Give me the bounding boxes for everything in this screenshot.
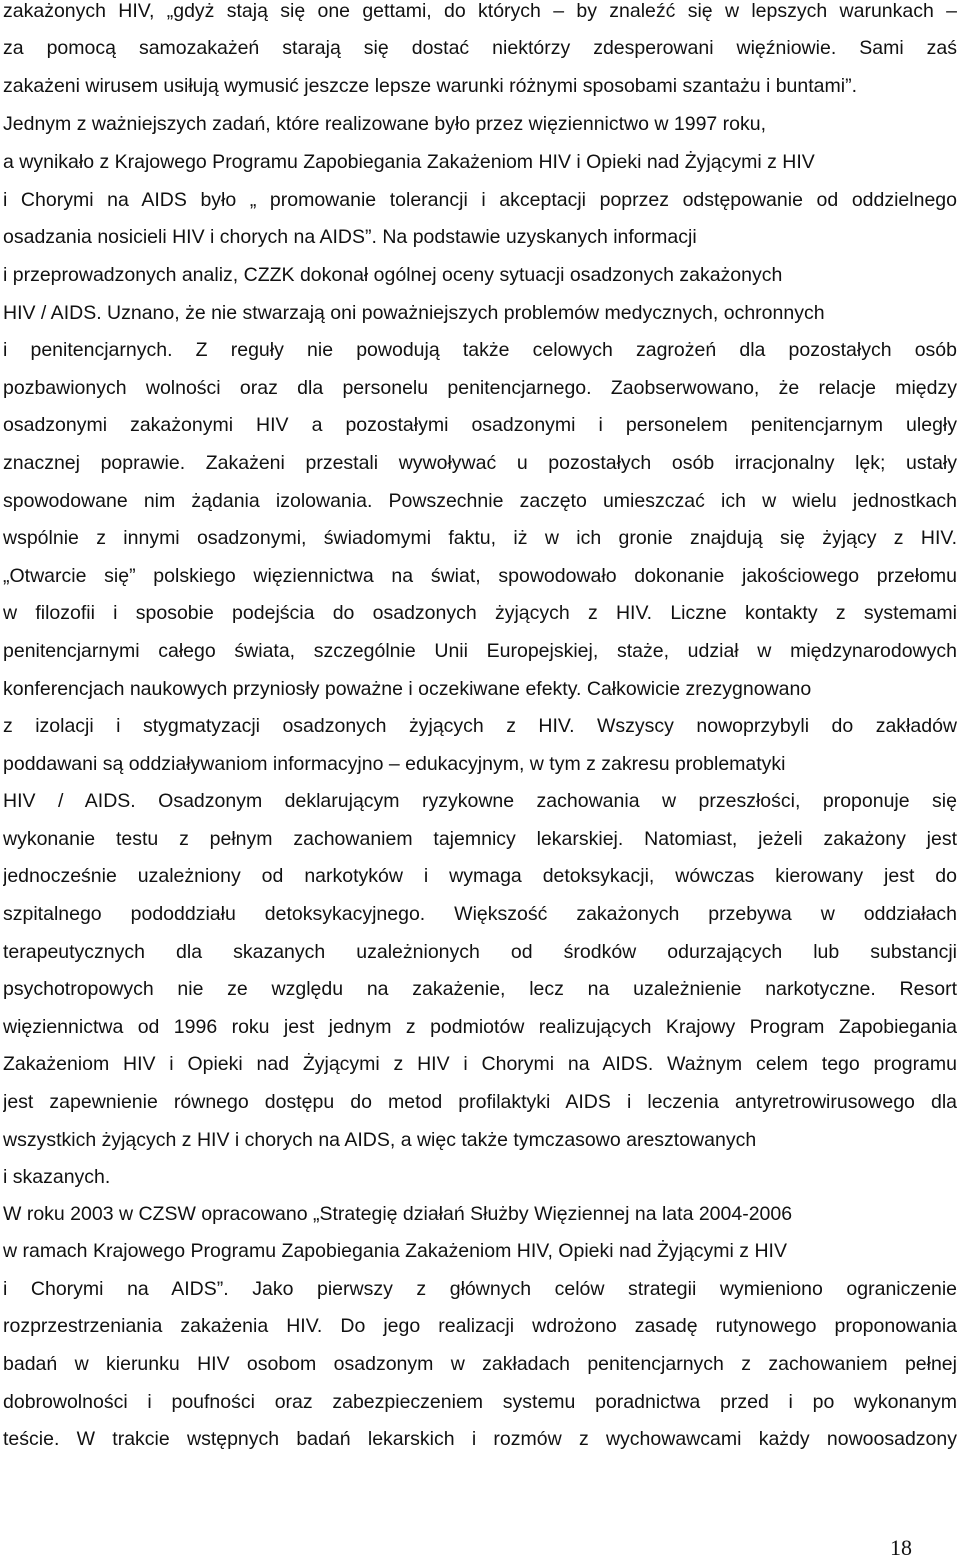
text-line-28: więziennictwa od 1996 roku jest jednym z podmiotów realizujących Krajowy Program Zapobiegania [3, 1016, 957, 1038]
text-line-6: i Chorymi na AIDS było „ promowanie tolerancji i akceptacji poprzez odstępowanie od oddzielnego [3, 189, 957, 211]
text-line-12: osadzonymi zakażonymi HIV a pozostałymi osadzonymi i personelem penitencjarnym uległy [3, 414, 957, 436]
text-line-2: za pomocą samozakażeń starają się dostać niektórzy zdesperowani więźniowie. Sami zaś [3, 37, 957, 59]
text-line-33: W roku 2003 w CZSW opracowano „Strategię działań Służby Więziennej na lata 2004-2006 [3, 1203, 793, 1225]
text-line-17: w filozofii i sposobie podejścia do osadzonych żyjących z HIV. Liczne kontakty z systemami [3, 602, 957, 624]
text-line-29: Zakażeniom HIV i Opieki nad Żyjącymi z HIV i Chorymi na AIDS. Ważnym celem tego programu [3, 1053, 957, 1075]
text-line-10: i penitencjarnych. Z reguły nie powodują także celowych zagrożeń dla pozostałych osób [3, 339, 957, 361]
text-line-7: osadzania nosicieli HIV i chorych na AIDS”. Na podstawie uzyskanych informacji [3, 226, 697, 248]
text-line-16: „Otwarcie się” polskiego więziennictwa na świat, spowodowało dokonanie jakościowego przełomu [3, 565, 957, 587]
text-line-4: Jednym z ważniejszych zadań, które realizowane było przez więziennictwo w 1997 roku, [3, 113, 767, 135]
text-line-37: badań w kierunku HIV osobom osadzonym w zakładach penitencjarnych z zachowaniem pełnej [3, 1353, 957, 1375]
text-line-34: w ramach Krajowego Programu Zapobiegania Zakażeniom HIV, Opieki nad Żyjącymi z HIV [3, 1240, 787, 1262]
text-line-36: rozprzestrzeniania zakażenia HIV. Do jego realizacji wdrożono zasadę rutynowego proponowania [3, 1315, 957, 1337]
text-line-9: HIV / AIDS. Uznano, że nie stwarzają oni poważniejszych problemów medycznych, ochronnych [3, 302, 825, 324]
text-line-15: wspólnie z innymi osadzonymi, świadomymi faktu, iż w ich gronie znajdują się żyjący z HIV. [3, 527, 957, 549]
text-line-20: z izolacji i stygmatyzacji osadzonych żyjących z HIV. Wszyscy nowoprzybyli do zakładów [3, 715, 957, 737]
text-line-19: konferencjach naukowych przyniosły poważne i oczekiwane efekty. Całkowicie zrezygnowano [3, 678, 812, 700]
text-line-11: pozbawionych wolności oraz dla personelu penitencjarnego. Zaobserwowano, że relacje między [3, 377, 957, 399]
text-line-39: teście. W trakcie wstępnych badań lekarskich i rozmów z wychowawcami każdy nowoosadzony [3, 1428, 957, 1450]
text-line-24: jednocześnie uzależniony od narkotyków i wymaga detoksykacji, wówczas kierowany jest do [3, 865, 957, 887]
text-line-1: zakażonych HIV, „gdyż stają się one gettami, do których – by znaleźć się w lepszych warunkach – [3, 0, 957, 22]
text-line-25: szpitalnego pododdziału detoksykacyjnego. Większość zakażonych przebywa w oddziałach [3, 903, 957, 925]
text-line-22: HIV / AIDS. Osadzonym deklarującym ryzykowne zachowania w przeszłości, proponuje się [3, 790, 957, 812]
text-line-30: jest zapewnienie równego dostępu do metod profilaktyki AIDS i leczenia antyretrowirusowego dla [3, 1091, 957, 1113]
text-line-3: zakażeni wirusem usiłują wymusić jeszcze lepsze warunki różnymi sposobami szantażu i buntami”. [3, 75, 857, 97]
text-line-26: terapeutycznych dla skazanych uzależnionych od środków odurzających lub substancji [3, 941, 957, 963]
text-line-23: wykonanie testu z pełnym zachowaniem tajemnicy lekarskiej. Natomiast, jeżeli zakażony jest [3, 828, 957, 850]
text-line-14: spowodowane nim żądania izolowania. Powszechnie zaczęto umieszczać ich w wielu jednostkach [3, 490, 957, 512]
text-line-31: wszystkich żyjących z HIV i chorych na AIDS, a więc także tymczasowo aresztowanych [3, 1129, 757, 1151]
text-line-27: psychotropowych nie ze względu na zakażenie, lecz na uzależnienie narkotyczne. Resort [3, 978, 957, 1000]
page-number: 18 [890, 1535, 912, 1560]
text-line-5: a wynikało z Krajowego Programu Zapobiegania Zakażeniom HIV i Opieki nad Żyjącymi z HIV [3, 151, 815, 173]
text-line-18: penitencjarnymi całego świata, szczególnie Unii Europejskiej, staże, udział w międzynarodowych [3, 640, 957, 662]
text-line-8: i przeprowadzonych analiz, CZZK dokonał ogólnej oceny sytuacji osadzonych zakażonych [3, 264, 783, 286]
text-line-32: i skazanych. [3, 1166, 111, 1188]
text-line-13: znacznej poprawie. Zakażeni przestali wywoływać u pozostałych osób irracjonalny lęk; ustały [3, 452, 957, 474]
text-line-21: poddawani są oddziaływaniom informacyjno – edukacyjnym, w tym z zakresu problematyki [3, 753, 786, 775]
text-line-35: i Chorymi na AIDS”. Jako pierwszy z głównych celów strategii wymieniono ograniczenie [3, 1278, 957, 1300]
text-line-38: dobrowolności i poufności oraz zabezpieczeniem systemu poradnictwa przed i po wykonanym [3, 1391, 957, 1413]
